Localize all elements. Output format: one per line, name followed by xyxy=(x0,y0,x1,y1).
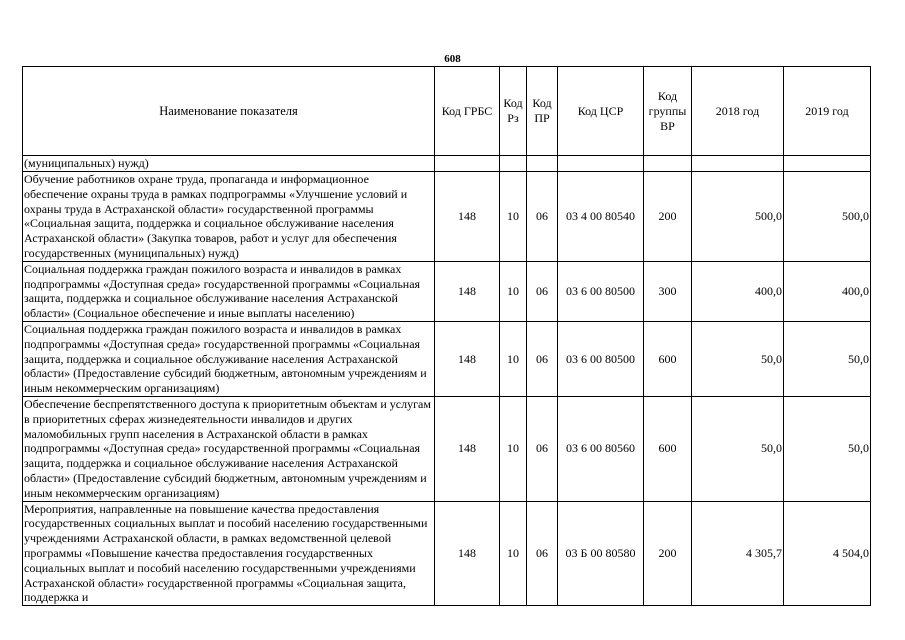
code-csr: 03 6 00 80500 xyxy=(558,261,644,321)
amount-2019: 500,0 xyxy=(784,172,871,262)
code-vr: 200 xyxy=(644,172,692,262)
header-csr: Код ЦСР xyxy=(558,67,644,156)
amount-2019: 50,0 xyxy=(784,321,871,396)
indicator-name: Обеспечение беспрепятственного доступа к приоритетным объектам и услугам в приоритетных сферах жизнедеятельности инвалидов и других маломобильных групп населения в Астраханской области в рамках подпрограммы «Доступная среда» государственной программы «Социальная защита, поддержка и социальное обслуживание населения Астраханской области» (Предоставление субсидий бюджетным, автономным учреждениям и иным некоммерческим организациям) xyxy=(23,396,435,501)
header-vr: Код группы ВР xyxy=(644,67,692,156)
code-pr: 06 xyxy=(527,261,558,321)
page-number: 608 xyxy=(444,53,461,65)
code-csr: 03 4 00 80540 xyxy=(558,172,644,262)
header-name: Наименование показателя xyxy=(23,67,435,156)
code-rz: 10 xyxy=(500,261,527,321)
code-grbs: 148 xyxy=(435,321,500,396)
empty-cell xyxy=(784,156,871,172)
code-csr: 03 Б 00 80580 xyxy=(558,501,644,606)
amount-2019: 50,0 xyxy=(784,396,871,501)
code-pr: 06 xyxy=(527,172,558,262)
header-2018: 2018 год xyxy=(692,67,784,156)
empty-cell xyxy=(500,156,527,172)
code-rz: 10 xyxy=(500,396,527,501)
empty-cell xyxy=(692,156,784,172)
amount-2019: 4 504,0 xyxy=(784,501,871,606)
indicator-name: Обучение работников охране труда, пропаганда и информационное обеспечение охраны труда в рамках подпрограммы «Улучшение условий и охраны труда в Астраханской области» государственной программы «Социальная защита, поддержка и социальное обслуживание населения Астраханской области» (Закупка товаров, работ и услуг для обеспечения государственных (муниципальных) нужд) xyxy=(23,172,435,262)
header-grbs: Код ГРБС xyxy=(435,67,500,156)
indicator-name: Мероприятия, направленные на повышение качества предоставления государственных социальных выплат и пособий населению государственными учреждениями Астраханской области, в рамках ведомственной целевой программы «Повышение качества предоставления государственных социальных выплат и пособий населению государственными учреждениями Астраханской области» государственной программы «Социальная защита, поддержка и xyxy=(23,501,435,606)
amount-2019: 400,0 xyxy=(784,261,871,321)
continuation-row xyxy=(23,156,871,172)
table-row xyxy=(23,321,871,396)
amount-2018: 50,0 xyxy=(692,396,784,501)
table-row xyxy=(23,396,871,501)
code-grbs: 148 xyxy=(435,261,500,321)
code-vr: 600 xyxy=(644,321,692,396)
code-pr: 06 xyxy=(527,501,558,606)
table-row xyxy=(23,172,871,262)
code-grbs: 148 xyxy=(435,501,500,606)
header-pr: Код ПР xyxy=(527,67,558,156)
code-pr: 06 xyxy=(527,396,558,501)
code-rz: 10 xyxy=(500,321,527,396)
empty-cell xyxy=(435,156,500,172)
code-vr: 300 xyxy=(644,261,692,321)
code-csr: 03 6 00 80500 xyxy=(558,321,644,396)
code-rz: 10 xyxy=(500,501,527,606)
code-grbs: 148 xyxy=(435,172,500,262)
code-vr: 200 xyxy=(644,501,692,606)
amount-2018: 400,0 xyxy=(692,261,784,321)
amount-2018: 500,0 xyxy=(692,172,784,262)
empty-cell xyxy=(558,156,644,172)
indicator-name: Социальная поддержка граждан пожилого возраста и инвалидов в рамках подпрограммы «Доступная среда» государственной программы «Социальная защита, поддержка и социальное обслуживание населения Астраханской области» (Социальное обеспечение и иные выплаты населению) xyxy=(23,261,435,321)
header-rz: Код Рз xyxy=(500,67,527,156)
budget-table xyxy=(22,66,871,606)
continuation-text: (муниципальных) нужд) xyxy=(23,156,435,172)
indicator-name: Социальная поддержка граждан пожилого возраста и инвалидов в рамках подпрограммы «Доступная среда» государственной программы «Социальная защита, поддержка и социальное обслуживание населения Астраханской области» (Предоставление субсидий бюджетным, автономным учреждениям и иным некоммерческим организациям) xyxy=(23,321,435,396)
table-row xyxy=(23,501,871,606)
empty-cell xyxy=(527,156,558,172)
code-pr: 06 xyxy=(527,321,558,396)
table-row xyxy=(23,261,871,321)
code-vr: 600 xyxy=(644,396,692,501)
amount-2018: 4 305,7 xyxy=(692,501,784,606)
code-grbs: 148 xyxy=(435,396,500,501)
header-row xyxy=(23,67,871,156)
amount-2018: 50,0 xyxy=(692,321,784,396)
code-rz: 10 xyxy=(500,172,527,262)
empty-cell xyxy=(644,156,692,172)
code-csr: 03 6 00 80560 xyxy=(558,396,644,501)
header-2019: 2019 год xyxy=(784,67,871,156)
